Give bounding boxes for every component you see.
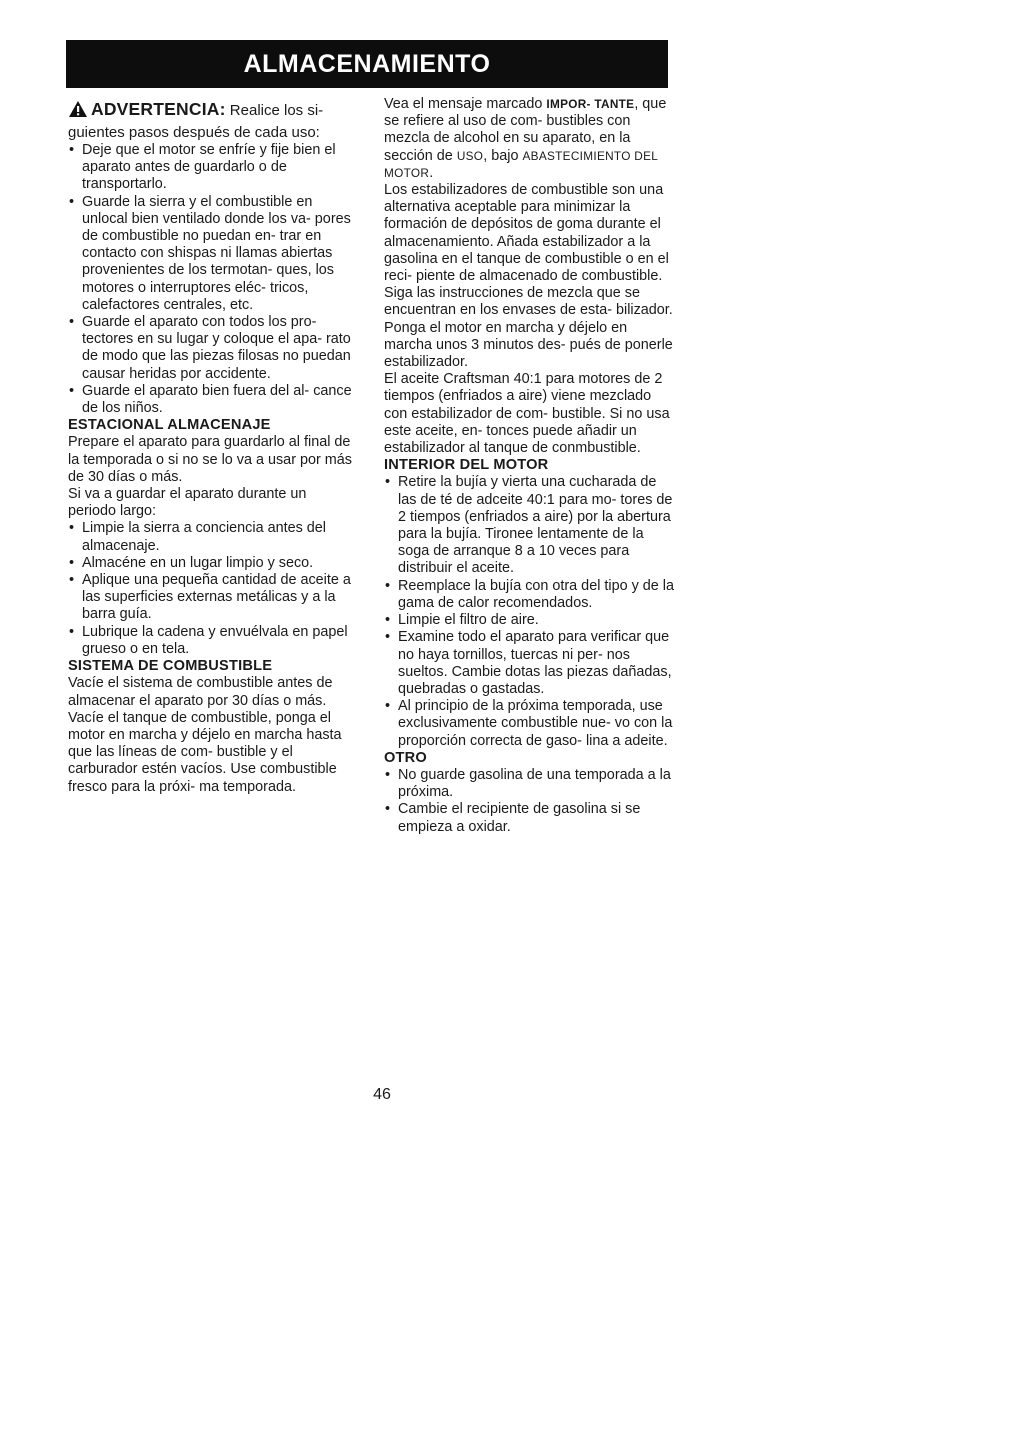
list-item: • Limpie la sierra a conciencia antes del almacenaje. bbox=[68, 520, 358, 554]
important-reference: IMPOR- TANTE bbox=[546, 97, 635, 111]
list-item: • No guarde gasolina de una temporada a la próxima. bbox=[384, 767, 674, 801]
page-number: 46 bbox=[373, 1086, 391, 1103]
list-item: • Limpie el filtro de aire. bbox=[384, 612, 674, 629]
left-column bbox=[68, 96, 358, 796]
engine-list bbox=[384, 474, 674, 749]
list-item: • Cambie el recipiente de gasolina si se empieza a oxidar. bbox=[384, 801, 674, 835]
warning-triangle-icon bbox=[68, 100, 88, 123]
other-list bbox=[384, 767, 674, 836]
warning-label: ADVERTENCIA: bbox=[91, 99, 226, 119]
list-item: • Deje que el motor se enfríe y fije bien el aparato antes de guardarlo o de transportarlo. bbox=[68, 142, 358, 194]
paragraph: Prepare el aparato para guardarlo al final de la temporada o si no se lo va a usar por más de 30 días o más. bbox=[68, 434, 352, 485]
section-heading-seasonal: ESTACIONAL ALMACENAJE bbox=[68, 417, 271, 434]
list-item: • Lubrique la cadena y envuélvala en papel grueso o en tela. bbox=[68, 624, 358, 658]
list-item: • Retire la bujía y vierta una cucharada de las de té de adceite 40:1 para mo- tores de 2 tiempos (enfriados a aire) por la abertura para la bujía. Tironee lentamente de la soga de arranque 8 a 10 veces para distribuir el aceite. bbox=[384, 474, 674, 577]
text-span: Vea el mensaje marcado bbox=[384, 96, 543, 112]
text-span: . bbox=[429, 164, 434, 181]
section-reference: ABASTECIMIENTO DEL MOTOR bbox=[384, 148, 658, 180]
text-span: , bajo bbox=[483, 147, 519, 164]
list-item: • Guarde el aparato bien fuera del al- cance de los niños. bbox=[68, 383, 358, 417]
page-title: ALMACENAMIENTO bbox=[66, 40, 668, 88]
section-heading-engine: INTERIOR DEL MOTOR bbox=[384, 457, 549, 474]
section-heading-other: OTRO bbox=[384, 749, 427, 766]
warning-paragraph bbox=[68, 100, 358, 142]
list-item: • Guarde el aparato con todos los pro- tectores en su lugar y coloque el apa- rato de modo que las piezas filosas no puedan causar heridas por accidente. bbox=[68, 314, 358, 383]
paragraph: Si va a guardar el aparato durante un periodo largo: bbox=[68, 486, 307, 520]
list-item: • Aplique una pequeña cantidad de aceite a las superficies externas metálicas y a la barra guía. bbox=[68, 572, 358, 624]
paragraph: Los estabilizadores de combustible son una alternativa aceptable para minimizar la formación de depósitos de goma durante el almacenamiento. Añada estabilizador a la gasolina en el tanque de combustible o en el reci- piente de almacenado de combustible. Siga las instrucciones de mezcla que se encuentran en los envases de esta- bilizador. Ponga el motor en marcha y déjelo en marcha unos 3 minutos des- pués de ponerle estabilizador. bbox=[384, 182, 673, 371]
list-item: • Almacéne en un lugar limpio y seco. bbox=[68, 555, 358, 572]
text-span: , que se refiere al uso de com- bustibles con mezcla de alcohol en su aparato, en la sección de bbox=[384, 96, 667, 164]
warning-text: Realice los si- guientes pasos después de cada uso: bbox=[68, 102, 324, 141]
seasonal-list bbox=[68, 520, 358, 658]
section-heading-fuel: SISTEMA DE COMBUSTIBLE bbox=[68, 658, 273, 675]
paragraph: El aceite Craftsman 40:1 para motores de 2 tiempos (enfriados a aire) viene mezclado con estabilizador de com- bustible. Si no usa este aceite, en- tonces puede añadir un estabilizador al tanque de conmbustible. bbox=[384, 371, 670, 457]
warning-list bbox=[68, 142, 358, 417]
list-item: • Examine todo el aparato para verificar que no haya tornillos, tuercas ni per- nos sueltos. Cambie dotas las piezas dañadas, quebradas o gastadas. bbox=[384, 629, 674, 698]
list-item: • Guarde la sierra y el combustible en unlocal bien ventilado donde los va- pores de combustible no puedan en- trar en contacto con shispas ni llamas abiertas provenientes de los termotan- ques, los motores o interruptores eléc- tricos, calefactores centrales, etc. bbox=[68, 194, 358, 314]
list-item: • Reemplace la bujía con otra del tipo y de la gama de calor recomendados. bbox=[384, 578, 674, 612]
section-reference: USO bbox=[456, 148, 484, 163]
intro-paragraph bbox=[384, 96, 674, 182]
list-item: • Al principio de la próxima temporada, use exclusivamente combustible nue- vo con la proporción correcta de gaso- lina a adeite. bbox=[384, 698, 674, 750]
right-column bbox=[384, 96, 674, 836]
paragraph: Vacíe el sistema de combustible antes de almacenar el aparato por 30 días o más. Vacíe el tanque de combustible, ponga el motor en marcha y déjelo en marcha hasta que las líneas de com- bustible y el carburador estén vacíos. Use combustible fresco para la próxi- ma temporada. bbox=[68, 675, 342, 795]
